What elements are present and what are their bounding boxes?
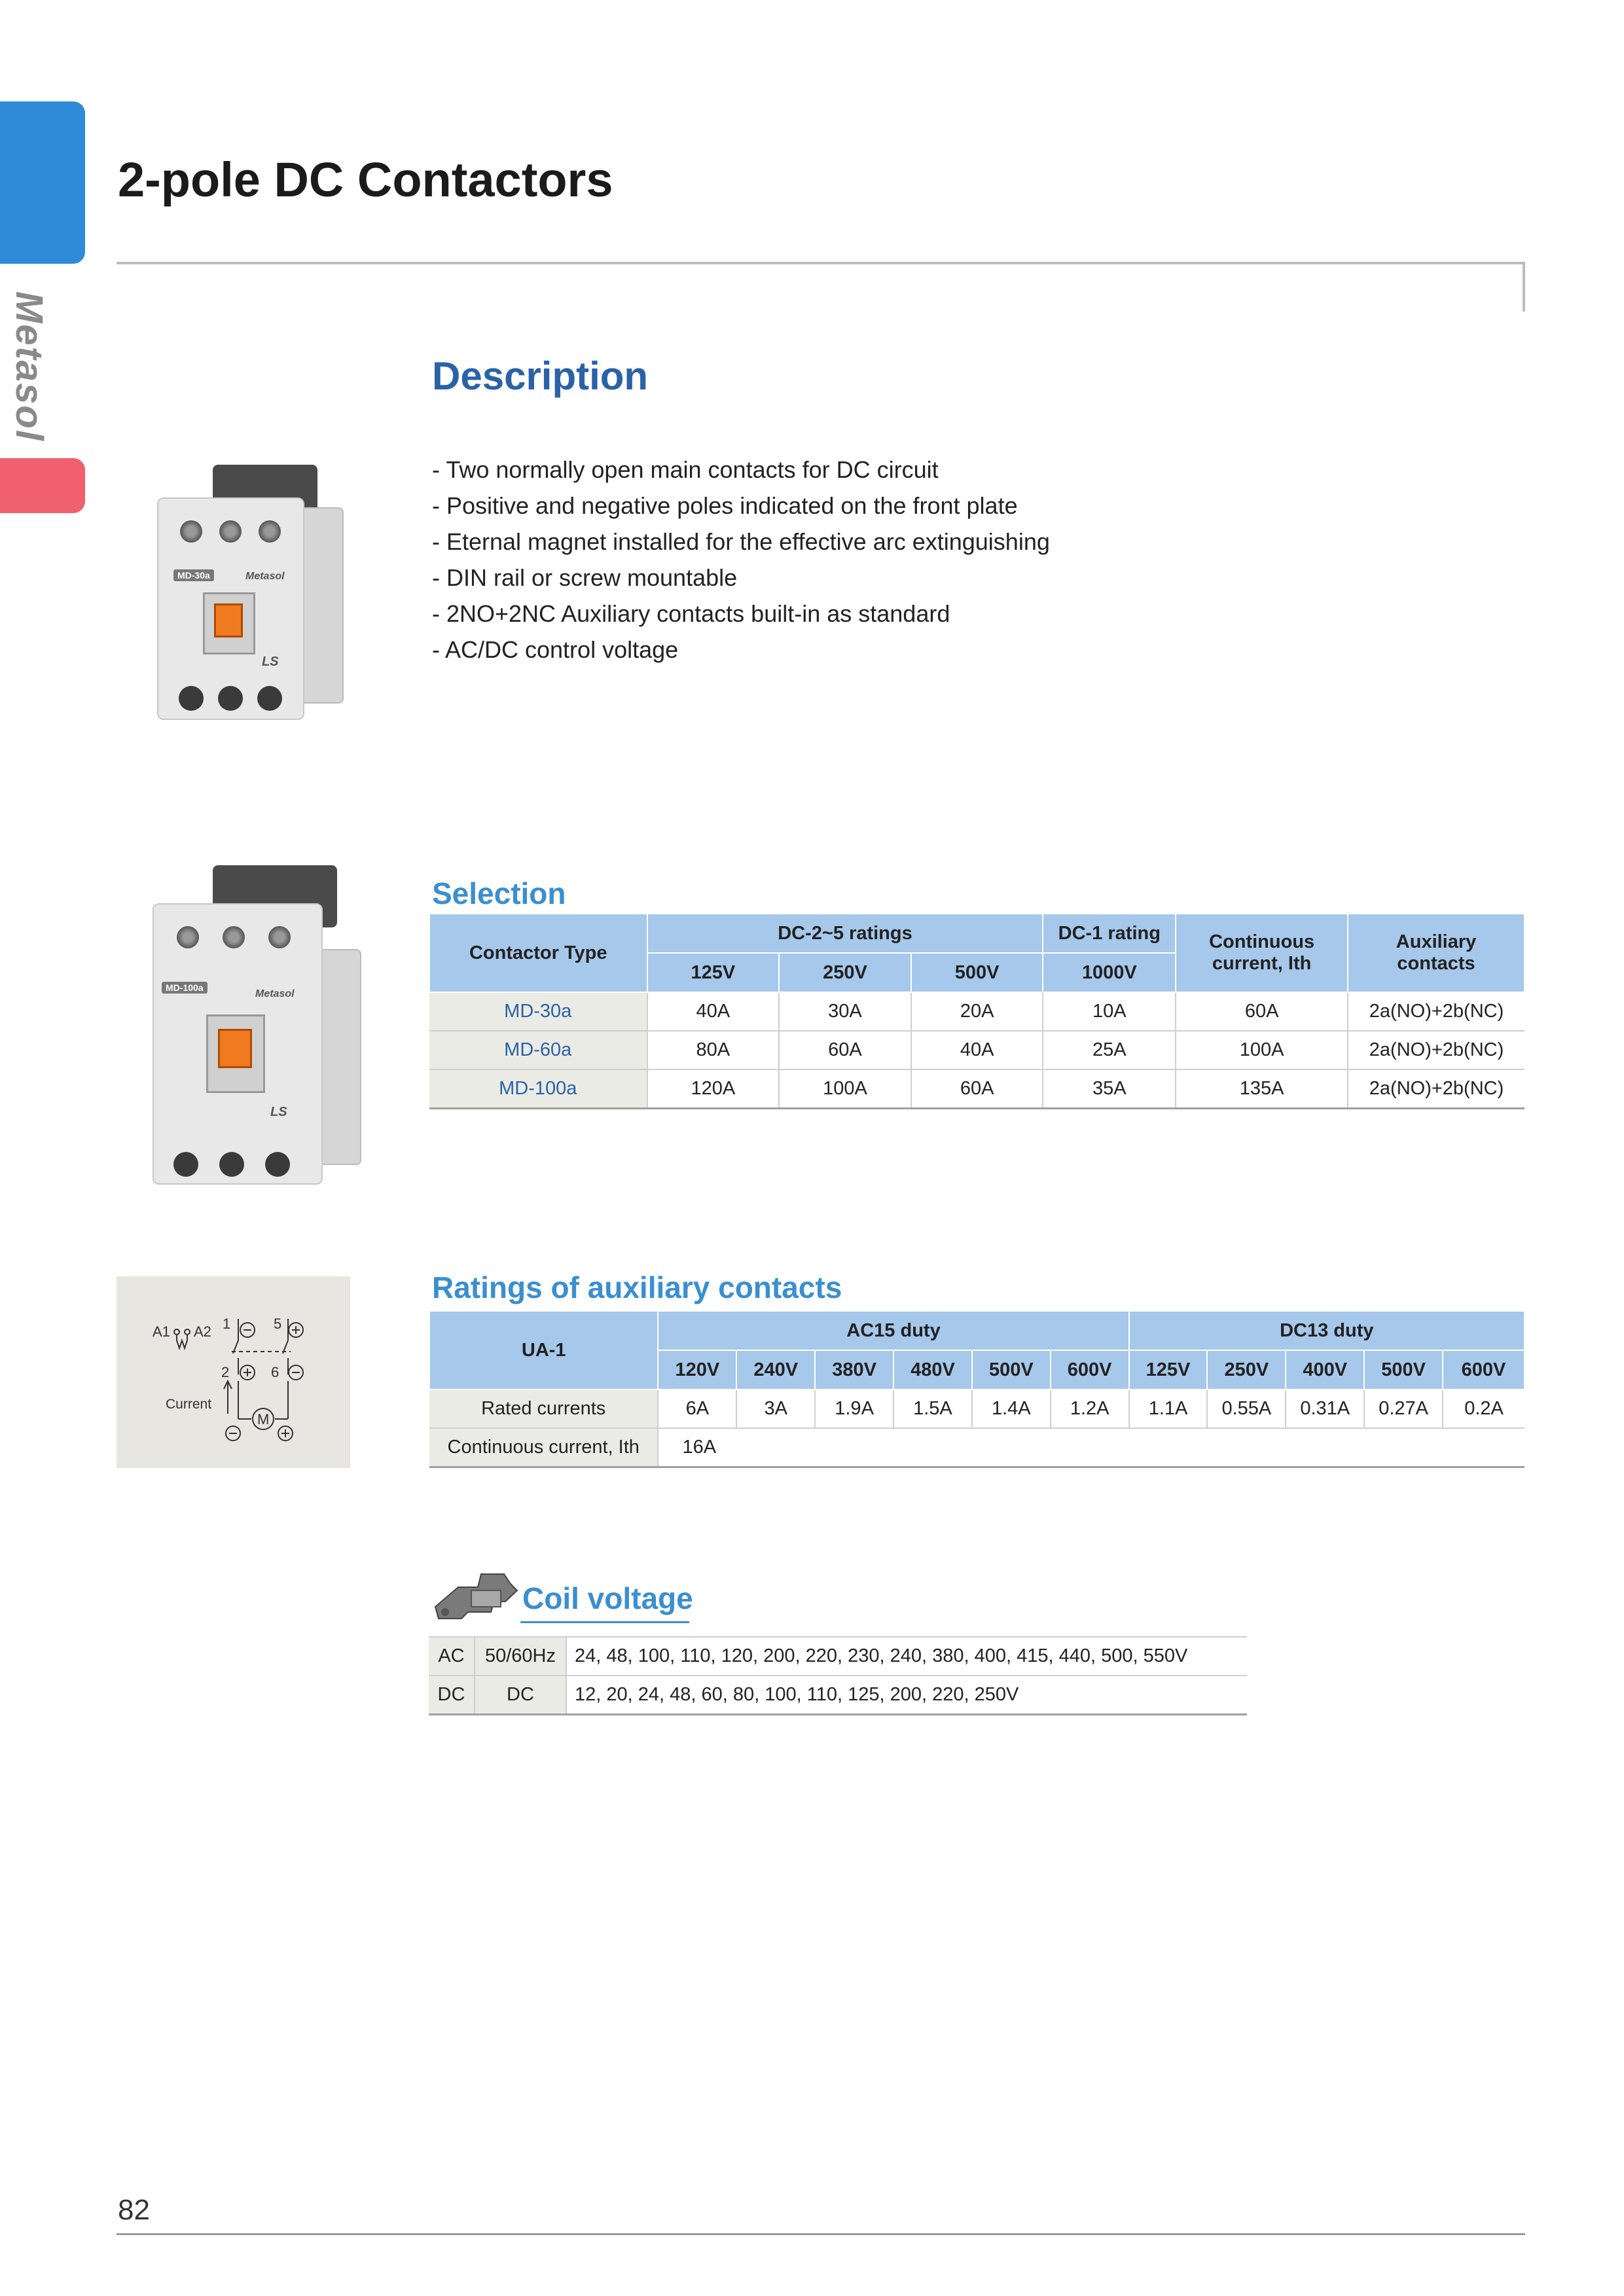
rating-cell: 35A [1043, 1069, 1176, 1108]
ith-value: 16A [658, 1428, 1525, 1467]
selection-table [429, 913, 1525, 1109]
description-item: - Two normally open main contacts for DC circuit [432, 456, 939, 483]
rating-cell: 30A [779, 992, 911, 1031]
product-image-md-100a [147, 857, 363, 1191]
current-cell: 1.4A [972, 1390, 1051, 1428]
header-voltage: 1000V [1043, 953, 1176, 992]
header-dc1-rating: DC-1 rating [1043, 914, 1176, 953]
table-row [429, 1428, 1525, 1467]
header-voltage: 250V [1207, 1350, 1286, 1390]
header-voltage: 400V [1286, 1350, 1364, 1390]
header-ac15-duty: AC15 duty [658, 1311, 1128, 1350]
coil-heading-underline [520, 1621, 689, 1623]
header-voltage: 250V [779, 953, 911, 992]
sidebar-brand: Metasol [8, 291, 50, 442]
header-voltage: 240V [736, 1350, 815, 1390]
label-a1: A1 [153, 1323, 170, 1340]
aux-ratings-heading: Ratings of auxiliary contacts [432, 1270, 842, 1304]
aux-cell: 2a(NO)+2b(NC) [1348, 992, 1525, 1031]
rating-cell: 60A [779, 1031, 911, 1069]
coil-type: AC [429, 1637, 475, 1676]
current-cell: 0.55A [1207, 1390, 1286, 1428]
header-model: UA-1 [429, 1311, 658, 1390]
ith-cell: 100A [1176, 1031, 1348, 1069]
header-dc13-duty: DC13 duty [1129, 1311, 1525, 1350]
row-label: Rated currents [429, 1390, 658, 1428]
ls-logo: LS [270, 1105, 287, 1119]
coil-voltage-heading: Coil voltage [522, 1581, 693, 1615]
rating-cell: 40A [911, 1031, 1043, 1069]
sidebar-tab-blue [0, 101, 85, 264]
header-dc25-ratings: DC-2~5 ratings [647, 914, 1043, 953]
terminal-1: 1 [223, 1316, 231, 1332]
header-voltage: 380V [815, 1350, 893, 1390]
description-item: - Positive and negative poles indicated on the front plate [432, 492, 1018, 519]
current-cell: 0.2A [1443, 1390, 1525, 1428]
current-label: Current [166, 1397, 212, 1412]
product-brand: Metasol [245, 571, 285, 582]
title-divider [117, 262, 1525, 264]
description-heading: Description [432, 354, 649, 398]
page-number: 82 [118, 2194, 150, 2226]
rating-cell: 80A [647, 1031, 780, 1069]
description-item: - DIN rail or screw mountable [432, 564, 738, 591]
terminal-5: 5 [274, 1316, 282, 1332]
ls-logo: LS [262, 655, 279, 669]
coil-values: 24, 48, 100, 110, 120, 200, 220, 230, 240, 380, 400, 415, 440, 500, 550V [566, 1637, 1247, 1676]
rating-cell: 60A [911, 1069, 1043, 1108]
current-cell: 6A [658, 1390, 736, 1428]
table-row [429, 1390, 1525, 1428]
header-contactor-type: Contactor Type [429, 914, 647, 992]
table-row [429, 1637, 1247, 1676]
table-row [429, 1069, 1525, 1108]
rating-cell: 40A [647, 992, 780, 1031]
header-voltage: 500V [1364, 1350, 1443, 1390]
terminal-2: 2 [221, 1364, 230, 1380]
label-a2: A2 [194, 1323, 211, 1340]
selection-heading: Selection [432, 876, 566, 910]
footer-divider [117, 2233, 1525, 2235]
coil-icon [432, 1561, 524, 1630]
current-cell: 1.9A [815, 1390, 893, 1428]
coil-voltage-table [429, 1636, 1247, 1715]
rating-cell: 10A [1043, 992, 1176, 1031]
page-title: 2-pole DC Contactors [118, 152, 613, 207]
header-auxiliary-contacts: Auxiliary contacts [1348, 914, 1525, 992]
coil-type: DC [429, 1676, 475, 1714]
table-row [429, 1031, 1525, 1069]
description-item: - 2NO+2NC Auxiliary contacts built-in as standard [432, 600, 950, 627]
description-item: - AC/DC control voltage [432, 636, 679, 663]
table-row [429, 1676, 1247, 1714]
sidebar-tab-pink [0, 458, 85, 513]
circuit-diagram [117, 1276, 350, 1468]
product-model-label: MD-30a [173, 569, 214, 581]
product-image-md-30a [151, 458, 347, 726]
header-continuous-current: Continuous current, Ith [1176, 914, 1348, 992]
rating-cell: 20A [911, 992, 1043, 1031]
header-voltage: 120V [658, 1350, 736, 1390]
row-label: Continuous current, Ith [429, 1428, 658, 1467]
rating-cell: 120A [647, 1069, 780, 1108]
header-voltage: 600V [1443, 1350, 1525, 1390]
aux-cell: 2a(NO)+2b(NC) [1348, 1031, 1525, 1069]
product-model-label: MD-100a [162, 982, 208, 994]
header-voltage: 480V [893, 1350, 972, 1390]
current-cell: 0.27A [1364, 1390, 1443, 1428]
ith-cell: 60A [1176, 992, 1348, 1031]
current-cell: 1.2A [1051, 1390, 1129, 1428]
current-cell: 1.1A [1129, 1390, 1208, 1428]
coil-values: 12, 20, 24, 48, 60, 80, 100, 110, 125, 200, 220, 250V [566, 1676, 1247, 1714]
coil-frequency: 50/60Hz [475, 1637, 566, 1676]
coil-frequency: DC [475, 1676, 566, 1714]
current-cell: 3A [736, 1390, 815, 1428]
aux-cell: 2a(NO)+2b(NC) [1348, 1069, 1525, 1108]
title-divider-end [1523, 262, 1525, 312]
motor-symbol: M [257, 1411, 270, 1427]
aux-ratings-table [429, 1310, 1525, 1468]
model-cell: MD-100a [429, 1069, 647, 1108]
header-voltage: 125V [647, 953, 780, 992]
table-row [429, 992, 1525, 1031]
ith-cell: 135A [1176, 1069, 1348, 1108]
header-voltage: 500V [911, 953, 1043, 992]
header-voltage: 500V [972, 1350, 1051, 1390]
description-list [432, 452, 1050, 668]
header-voltage: 125V [1129, 1350, 1208, 1390]
rating-cell: 25A [1043, 1031, 1176, 1069]
header-voltage: 600V [1051, 1350, 1129, 1390]
model-cell: MD-30a [429, 992, 647, 1031]
model-cell: MD-60a [429, 1031, 647, 1069]
product-brand: Metasol [255, 988, 295, 999]
rating-cell: 100A [779, 1069, 911, 1108]
description-item: - Eternal magnet installed for the effective arc extinguishing [432, 528, 1050, 555]
current-cell: 1.5A [893, 1390, 972, 1428]
terminal-6: 6 [271, 1364, 280, 1380]
current-cell: 0.31A [1286, 1390, 1364, 1428]
